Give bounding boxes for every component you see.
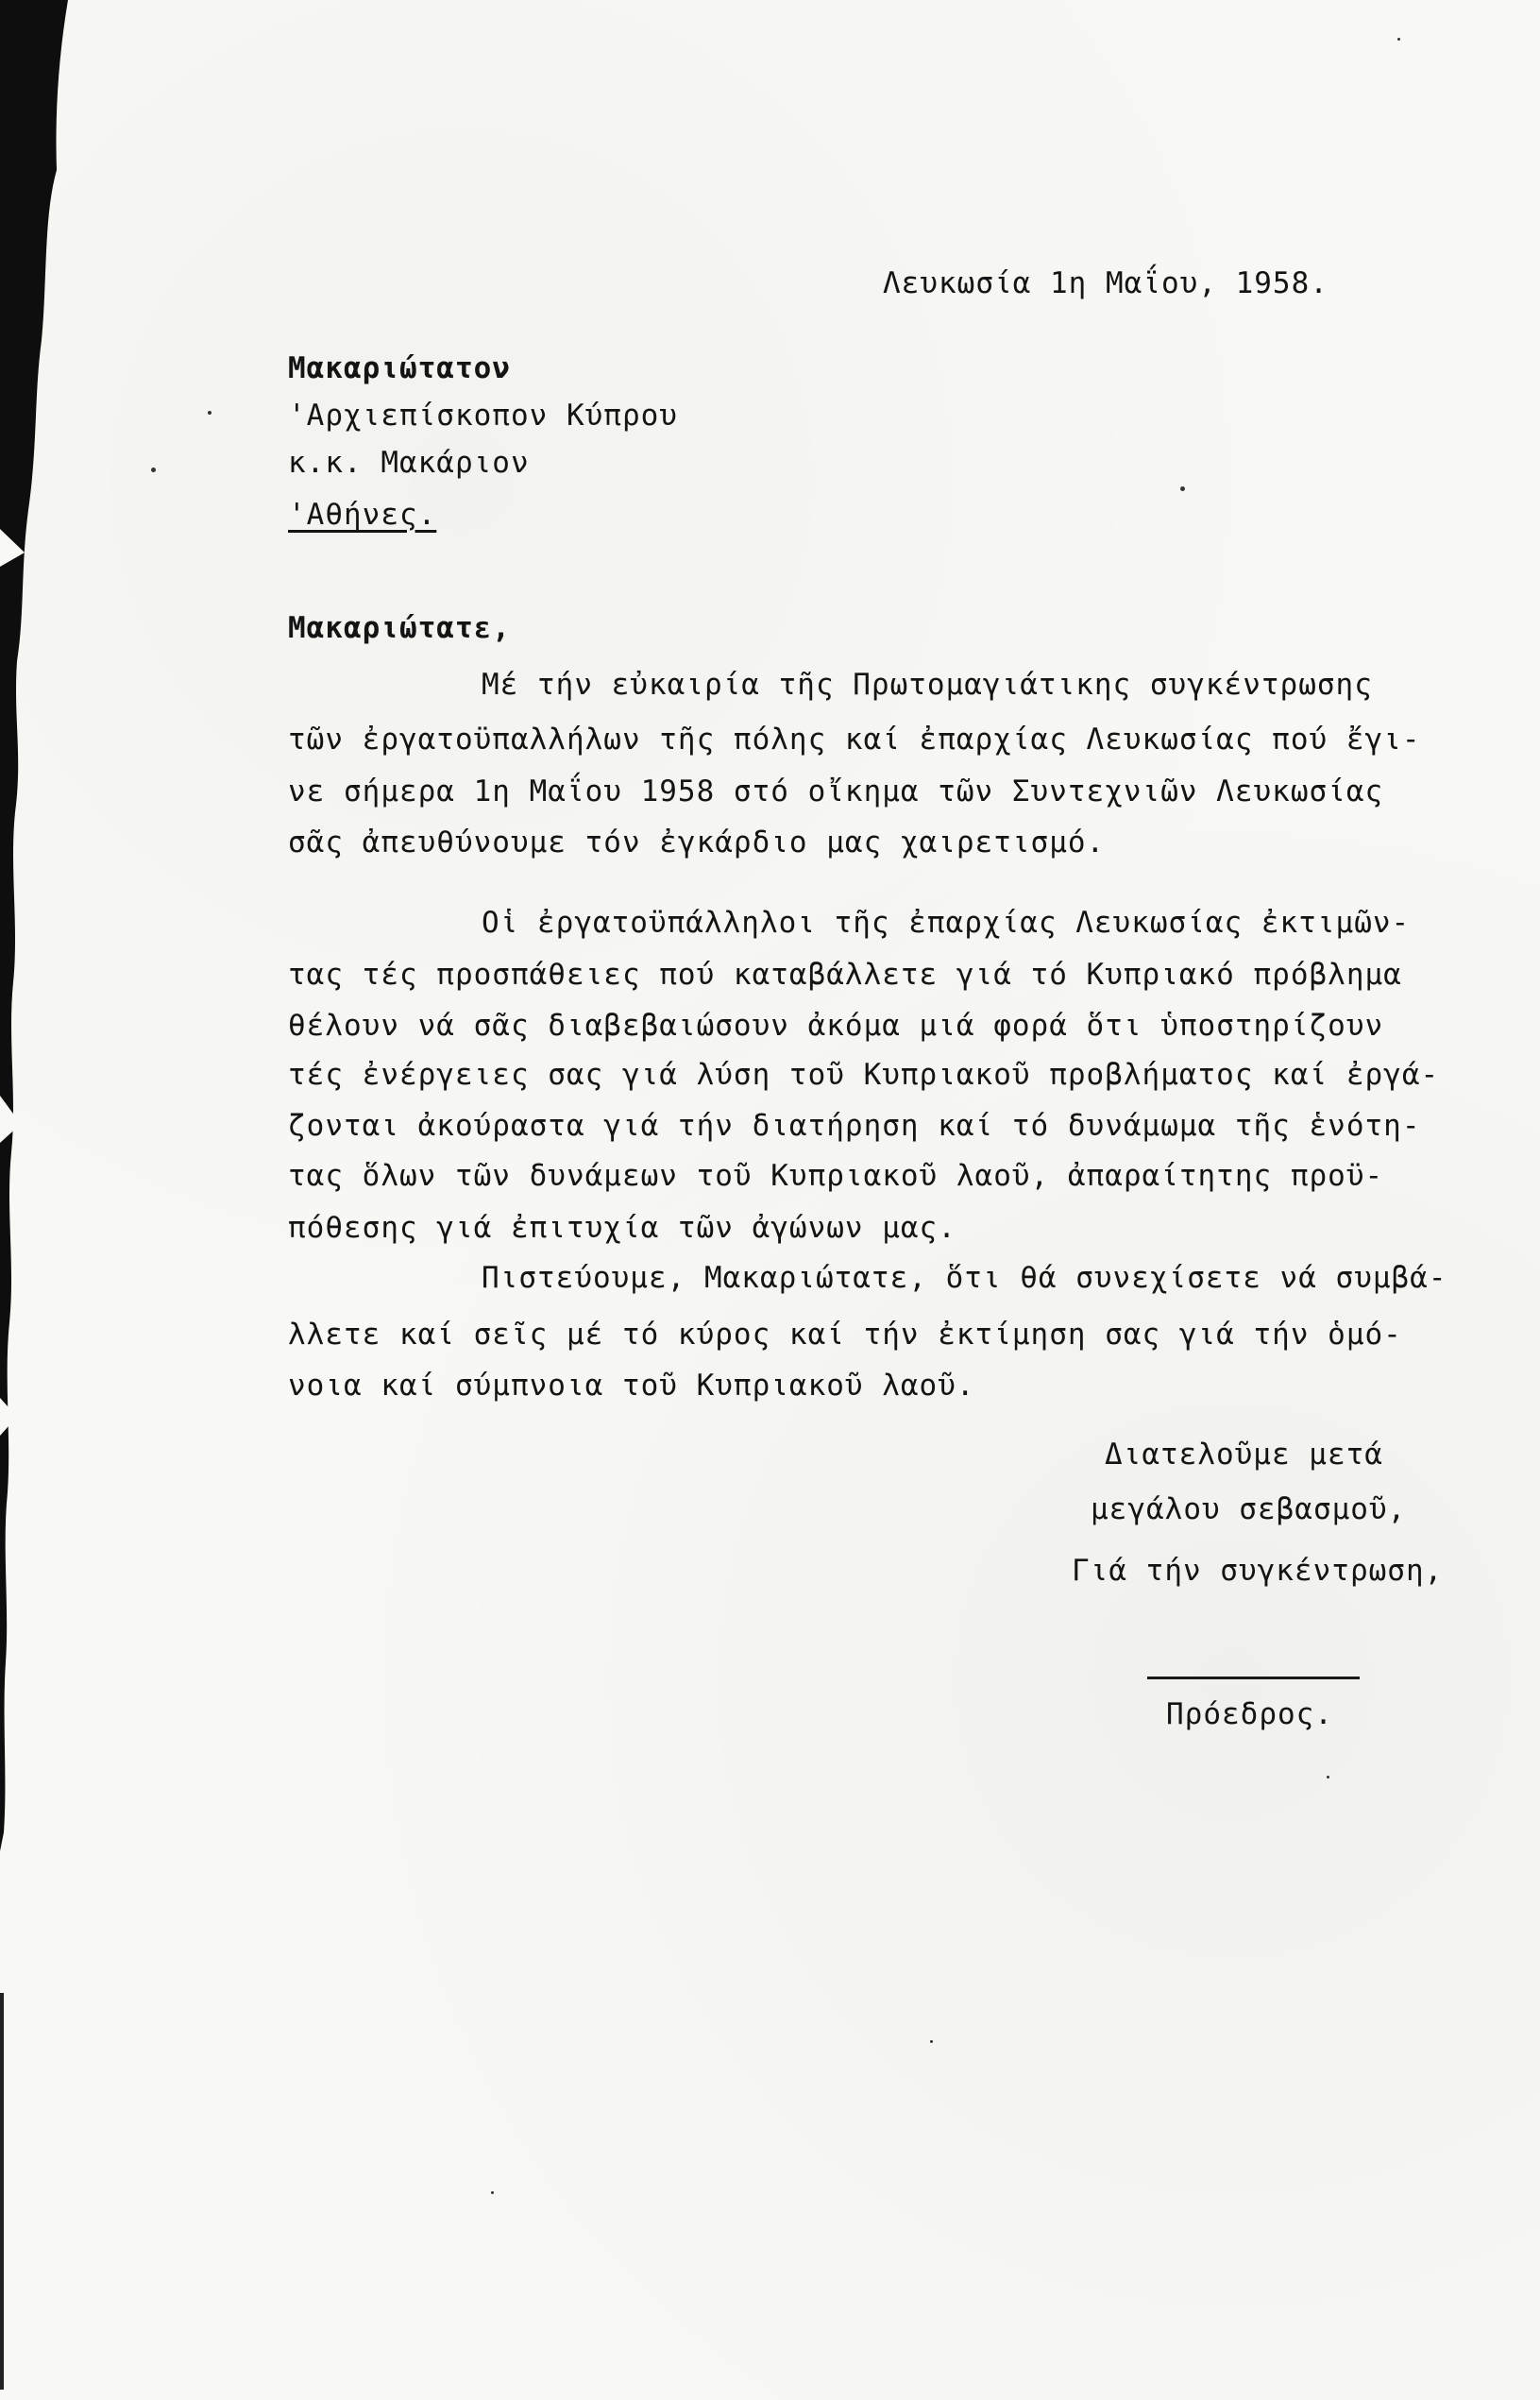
recipient-name: κ.κ. Μακάριον bbox=[288, 446, 530, 480]
letter-date: Λευκωσία 1η Μαΐου, 1958. bbox=[883, 266, 1328, 300]
salutation: Μακαριώτατε, bbox=[288, 611, 511, 645]
signature-line bbox=[1147, 1677, 1360, 1679]
scan-speck bbox=[491, 2191, 494, 2194]
paragraph-3-line-3: νοια καί σύμπνοια τοῦ Κυπριακοῦ λαοῦ. bbox=[288, 1369, 975, 1403]
paragraph-2-line-5: ζονται ἀκούραστα γιά τήν διατήρηση καί τό δυνάμωμα τῆς ἑνότη- bbox=[288, 1109, 1421, 1143]
scan-speck bbox=[151, 468, 156, 472]
paragraph-3-line-2: λλετε καί σεῖς μέ τό κύρος καί τήν ἐκτίμηση σας γιά τήν ὁμό- bbox=[288, 1318, 1402, 1352]
paragraph-2-line-3: θέλουν νά σᾶς διαβεβαιώσουν ἀκόμα μιά φορά ὅτι ὑποστηρίζουν bbox=[288, 1009, 1384, 1043]
closing-line-1: Διατελοῦμε μετά bbox=[1105, 1438, 1383, 1472]
paragraph-1-line-2: τῶν ἐργατοϋπαλλήλων τῆς πόλης καί ἐπαρχίας Λευκωσίας πού ἔγι- bbox=[288, 723, 1421, 757]
scan-speck bbox=[930, 2040, 933, 2043]
paragraph-1-line-4: σᾶς ἀπευθύνουμε τόν ἐγκάρδιο μας χαιρετισμό. bbox=[288, 826, 1106, 860]
scan-speck bbox=[1327, 1776, 1329, 1779]
paragraph-1-line-1: Μέ τήν εὐκαιρία τῆς Πρωτομαγιάτικης συγκέντρωσης bbox=[482, 668, 1373, 702]
paragraph-2-line-6: τας ὅλων τῶν δυνάμεων τοῦ Κυπριακοῦ λαοῦ, ἀπαραίτητης προϋ- bbox=[288, 1159, 1384, 1193]
paragraph-3-line-1: Πιστεύουμε, Μακαριώτατε, ὅτι θά συνεχίσετε νά συμβά- bbox=[482, 1261, 1447, 1295]
paragraph-2-line-2: τας τές προσπάθειες πού καταβάλλετε γιά τό Κυπριακό πρόβλημα bbox=[288, 958, 1402, 992]
signature-title: Πρόεδρος. bbox=[1166, 1697, 1333, 1731]
scan-speck bbox=[1180, 486, 1185, 491]
closing-line-3: Γιά τήν συγκέντρωση, bbox=[1072, 1554, 1444, 1588]
recipient-office: 'Αρχιεπίσκοπον Κύπρου bbox=[288, 399, 678, 433]
paragraph-1-line-3: νε σήμερα 1η Μαΐου 1958 στό οἴκημα τῶν Συντεχνιῶν Λευκωσίας bbox=[288, 774, 1384, 809]
torn-left-edge bbox=[0, 0, 85, 2400]
recipient-title: Μακαριώτατον bbox=[288, 351, 511, 385]
closing-line-2: μεγάλου σεβασμοῦ, bbox=[1091, 1492, 1407, 1526]
paragraph-2-line-4: τές ἐνέργειες σας γιά λύση τοῦ Κυπριακοῦ προβλήματος καί ἐργά- bbox=[288, 1058, 1440, 1092]
recipient-city: 'Αθήνες. bbox=[288, 498, 437, 532]
scan-speck bbox=[208, 411, 212, 415]
scan-speck bbox=[1397, 38, 1400, 41]
paragraph-2-line-7: πόθεσης γιά ἐπιτυχία τῶν ἀγώνων μας. bbox=[288, 1211, 956, 1245]
paragraph-2-line-1: Οἱ ἐργατοϋπάλληλοι τῆς ἐπαρχίας Λευκωσίας ἐκτιμῶν- bbox=[482, 906, 1411, 940]
